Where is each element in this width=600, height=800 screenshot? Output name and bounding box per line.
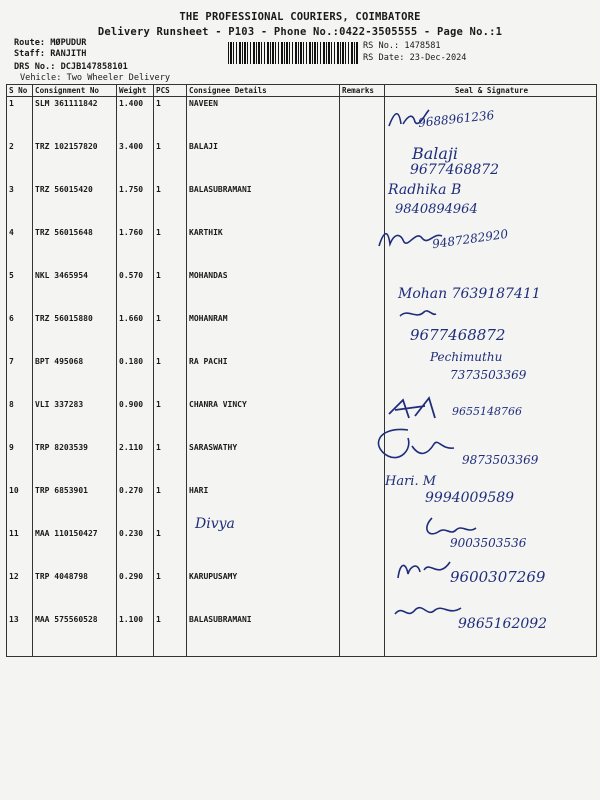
row-pcs: 1 xyxy=(154,441,187,484)
row9-signature-scribble xyxy=(368,424,464,464)
row-consignee: CHANRA VINCY xyxy=(187,398,340,441)
row-consignee: BALASUBRAMANI xyxy=(187,183,340,226)
table-row xyxy=(7,226,597,269)
drs-number: DRS No.: DCJB147858101 xyxy=(14,62,128,72)
row-consignment: NKL 3465954 xyxy=(33,269,117,312)
row3-handwritten-phone: 9840894964 xyxy=(395,202,478,217)
row-consignment: SLM 361111842 xyxy=(33,97,117,141)
row-consignee: MOHANRAM xyxy=(187,312,340,355)
row-pcs: 1 xyxy=(154,312,187,355)
row-consignment: VLI 337283 xyxy=(33,398,117,441)
row-weight: 1.100 xyxy=(117,613,154,657)
row8-handwritten-phone: 9655148766 xyxy=(452,405,522,418)
row-weight: 0.270 xyxy=(117,484,154,527)
row-consignment: TRP 6853901 xyxy=(33,484,117,527)
row-consignment: TRP 8203539 xyxy=(33,441,117,484)
row-weight: 0.230 xyxy=(117,527,154,570)
row6-handwritten-phone: 9677468872 xyxy=(410,326,506,344)
row-pcs: 1 xyxy=(154,570,187,613)
row7-handwritten-name: Pechimuthu xyxy=(430,350,503,364)
runsheet-subtitle: Delivery Runsheet - P103 - Phone No.:0422-3505555 - Page No.:1 xyxy=(97,26,503,38)
row-sno: 10 xyxy=(7,484,33,527)
row-consignee: KARTHIK xyxy=(187,226,340,269)
rs-date: RS Date: 23-Dec-2024 xyxy=(363,53,467,63)
row-sno: 2 xyxy=(7,140,33,183)
row13-signature-scribble xyxy=(393,602,463,624)
row12-handwritten-phone: 9600307269 xyxy=(450,568,546,586)
row-consignee: MOHANDAS xyxy=(187,269,340,312)
row-pcs: 1 xyxy=(154,398,187,441)
row-remarks xyxy=(340,484,385,527)
row11-handwritten-consignee: Divya xyxy=(195,516,235,532)
table-row xyxy=(7,312,597,355)
row8-signature-scribble xyxy=(385,396,451,422)
row-pcs: 1 xyxy=(154,355,187,398)
row11-handwritten-phone: 9003503536 xyxy=(450,536,527,550)
row-remarks xyxy=(340,613,385,657)
row-weight: 0.900 xyxy=(117,398,154,441)
row-consignee: SARASWATHY xyxy=(187,441,340,484)
route-label: Route: MØPUDUR xyxy=(14,38,87,48)
row-sno: 11 xyxy=(7,527,33,570)
row-consignee xyxy=(187,527,340,570)
row-sno: 8 xyxy=(7,398,33,441)
row3-handwritten-name: Radhika B xyxy=(388,182,462,198)
table-row xyxy=(7,183,597,226)
row-sno: 4 xyxy=(7,226,33,269)
row5-handwritten-text: Mohan 7639187411 xyxy=(398,286,541,302)
row-consignee: HARI xyxy=(187,484,340,527)
row-weight: 1.400 xyxy=(117,97,154,141)
row2-handwritten-phone: 9677468872 xyxy=(410,162,500,178)
row-weight: 0.570 xyxy=(117,269,154,312)
row-pcs: 1 xyxy=(154,226,187,269)
row10-handwritten-name: Hari. M xyxy=(385,474,437,489)
row1-handwritten-phone: 9688961236 xyxy=(417,108,495,130)
table-row xyxy=(7,140,597,183)
row-consignment: TRZ 56015880 xyxy=(33,312,117,355)
row-pcs: 1 xyxy=(154,183,187,226)
company-title: THE PROFESSIONAL COURIERS, COIMBATORE xyxy=(179,11,421,23)
row-consignee: BALAJI xyxy=(187,140,340,183)
row-sno: 13 xyxy=(7,613,33,657)
row-weight: 1.750 xyxy=(117,183,154,226)
row-consignment: MAA 575560528 xyxy=(33,613,117,657)
row-sno: 5 xyxy=(7,269,33,312)
row-remarks xyxy=(340,97,385,141)
row-weight: 1.760 xyxy=(117,226,154,269)
col-sno: S No xyxy=(7,85,33,97)
row-pcs: 1 xyxy=(154,527,187,570)
col-weight: Weight xyxy=(117,85,154,97)
row-pcs: 1 xyxy=(154,269,187,312)
row-sno: 9 xyxy=(7,441,33,484)
col-remarks: Remarks xyxy=(340,85,385,97)
row-remarks xyxy=(340,312,385,355)
row-weight: 1.660 xyxy=(117,312,154,355)
row-consignee: NAVEEN xyxy=(187,97,340,141)
row-weight: 0.180 xyxy=(117,355,154,398)
row6-signature-scribble xyxy=(398,306,438,322)
col-signature: Seal & Signature xyxy=(385,85,597,97)
row-weight: 2.110 xyxy=(117,441,154,484)
row-pcs: 1 xyxy=(154,140,187,183)
barcode xyxy=(228,42,358,64)
row-remarks xyxy=(340,140,385,183)
staff-label: Staff: RANJITH xyxy=(14,49,87,59)
col-consignment: Consignment No xyxy=(33,85,117,97)
row-weight: 0.290 xyxy=(117,570,154,613)
row7-handwritten-phone: 7373503369 xyxy=(450,368,527,382)
row-consignee: RA PACHI xyxy=(187,355,340,398)
row-weight: 3.400 xyxy=(117,140,154,183)
row-pcs: 1 xyxy=(154,613,187,657)
row-sno: 1 xyxy=(7,97,33,141)
row-sno: 3 xyxy=(7,183,33,226)
row12-signature-scribble xyxy=(394,556,454,584)
row-consignee: KARUPUSAMY xyxy=(187,570,340,613)
row-consignment: BPT 495068 xyxy=(33,355,117,398)
row-pcs: 1 xyxy=(154,97,187,141)
rs-number: RS No.: 1478581 xyxy=(363,41,441,51)
row-consignment: TRZ 56015648 xyxy=(33,226,117,269)
col-pcs: PCS xyxy=(154,85,187,97)
row4-handwritten-phone: 9487282920 xyxy=(431,226,509,252)
row13-handwritten-phone: 9865162092 xyxy=(458,616,548,632)
row-consignment: TRZ 102157820 xyxy=(33,140,117,183)
table-row xyxy=(7,97,597,141)
row-consignment: TRP 4048798 xyxy=(33,570,117,613)
row-consignee: BALASUBRAMANI xyxy=(187,613,340,657)
vehicle-label: Vehicle: Two Wheeler Delivery xyxy=(20,73,171,83)
row10-handwritten-phone: 9994009589 xyxy=(425,490,515,506)
row-consignment: TRZ 56015420 xyxy=(33,183,117,226)
row-consignment: MAA 110150427 xyxy=(33,527,117,570)
row-remarks xyxy=(340,355,385,398)
row-remarks xyxy=(340,527,385,570)
row-remarks xyxy=(340,269,385,312)
row9-handwritten-phone: 9873503369 xyxy=(462,453,539,467)
row2-handwritten-name: Balaji xyxy=(412,144,459,163)
col-consignee: Consignee Details xyxy=(187,85,340,97)
row-remarks xyxy=(340,183,385,226)
row-pcs: 1 xyxy=(154,484,187,527)
table-header-row xyxy=(7,85,597,97)
row-sno: 12 xyxy=(7,570,33,613)
row-sno: 6 xyxy=(7,312,33,355)
row-remarks xyxy=(340,570,385,613)
row-sno: 7 xyxy=(7,355,33,398)
